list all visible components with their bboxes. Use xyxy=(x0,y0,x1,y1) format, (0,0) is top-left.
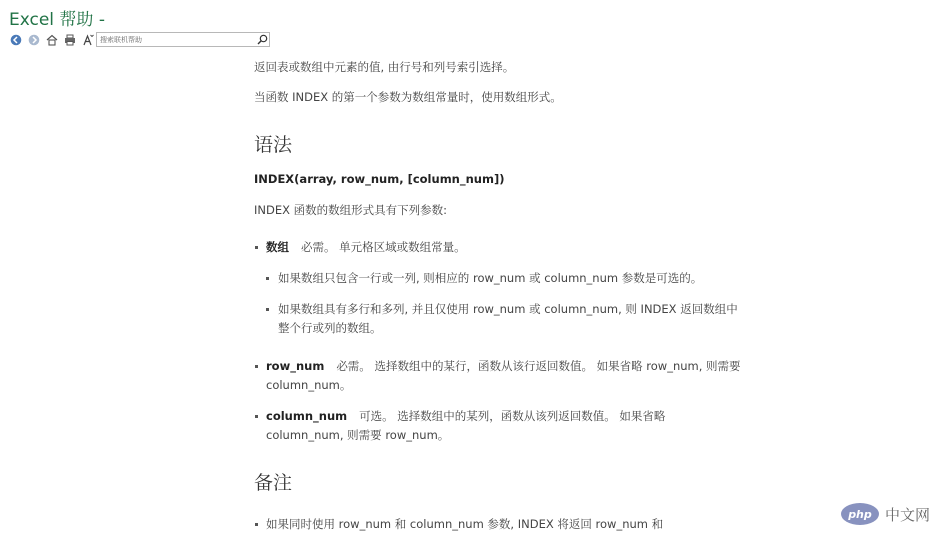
search-icon[interactable] xyxy=(255,33,269,46)
param-desc: 可选。 选择数组中的某列，函数从该列返回数值。 如果省略 column_num, 则需要 row_num。 xyxy=(266,409,666,442)
param-desc: 必需。 选择数组中的某行，函数从该行返回数值。 如果省略 row_num, 则需要 column_num。 xyxy=(266,359,741,392)
list-item xyxy=(265,269,754,288)
php-logo: php xyxy=(841,503,879,525)
list-item xyxy=(254,357,746,395)
syntax-signature: INDEX(array, row_num, [column_num]) xyxy=(254,172,505,186)
list-item xyxy=(265,300,738,338)
remarks-heading: 备注 xyxy=(254,472,293,494)
help-toolbar xyxy=(9,32,99,48)
param-desc: 必需。 单元格区域或数组常量。 xyxy=(301,240,466,254)
param-term: 数组 xyxy=(266,240,289,254)
font-size-icon[interactable] xyxy=(81,34,94,47)
app-title: Excel 帮助 - xyxy=(9,10,105,30)
watermark-text: 中文网 xyxy=(884,505,930,524)
search-box xyxy=(96,32,270,47)
list-item xyxy=(254,407,696,445)
syntax-heading: 语法 xyxy=(254,134,293,156)
back-icon[interactable] xyxy=(9,34,22,47)
forward-icon[interactable] xyxy=(27,34,40,47)
param-term: column_num xyxy=(266,409,348,423)
param-term: row_num xyxy=(266,359,325,373)
remark-text: 如果同时使用 row_num 和 column_num 参数, INDEX 将返回 row_num 和 xyxy=(266,517,664,531)
watermark xyxy=(841,503,930,525)
list-item xyxy=(254,515,754,534)
article-content xyxy=(254,58,754,534)
list-item xyxy=(254,238,754,257)
home-icon[interactable] xyxy=(45,34,58,47)
params-intro: INDEX 函数的数组形式具有下列参数: xyxy=(254,203,448,217)
sub-item-text: 如果数组具有多行和多列, 并且仅使用 row_num 或 column_num, 则 INDEX 返回数组中整个行或列的数组。 xyxy=(278,302,738,335)
print-icon[interactable] xyxy=(63,34,76,47)
sub-item-text: 如果数组只包含一行或一列, 则相应的 row_num 或 column_num 参数是可选的。 xyxy=(278,271,703,285)
intro-text: 返回表或数组中元素的值, 由行号和列号索引选择。 xyxy=(254,60,515,74)
intro-text-2: 当函数 INDEX 的第一个参数为数组常量时，使用数组形式。 xyxy=(254,90,562,104)
search-input[interactable] xyxy=(97,33,255,46)
